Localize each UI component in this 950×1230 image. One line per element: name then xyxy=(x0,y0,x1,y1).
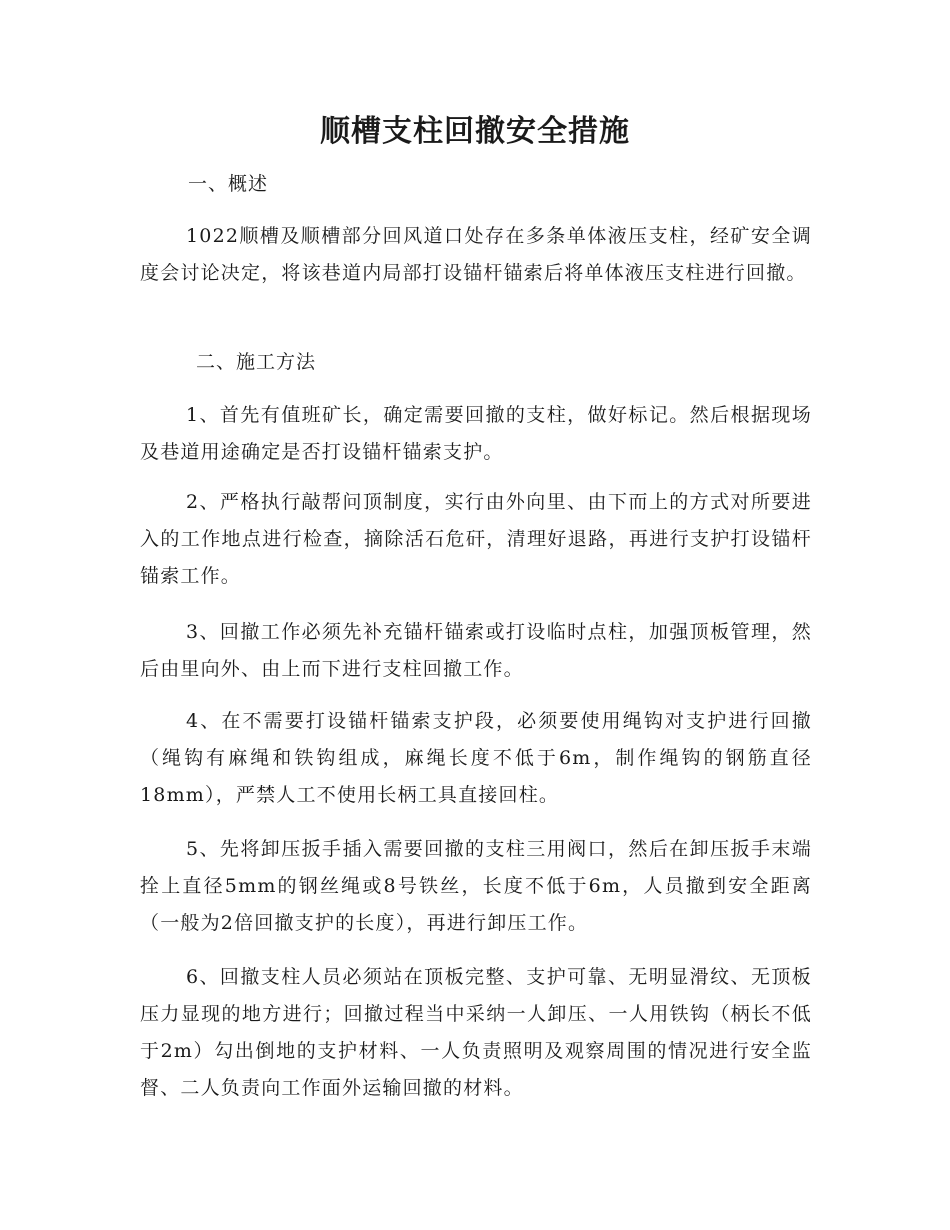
method-item-1: 1、首先有值班矿长，确定需要回撤的支柱，做好标记。然后根据现场及巷道用途确定是否打设锚杆锚索支护。 xyxy=(140,404,812,463)
method-item-5: 5、先将卸压扳手插入需要回撤的支柱三用阀口，然后在卸压扳手末端拴上直径5mm的钢丝绳或8号铁丝，长度不低于6m，人员撤到安全距离（一般为2倍回撤支护的长度），再进行卸压工作。 xyxy=(140,838,812,934)
method-item-4: 4、在不需要打设锚杆锚索支护段，必须要使用绳钩对支护进行回撤（绳钩有麻绳和铁钩组成，麻绳长度不低于6m，制作绳钩的钢筋直径18mm），严禁人工不使用长柄工具直接回柱。 xyxy=(140,710,812,806)
method-item-2: 2、严格执行敲帮问顶制度，实行由外向里、由下而上的方式对所要进入的工作地点进行检查，摘除活石危矸，清理好退路，再进行支护打设锚杆锚索工作。 xyxy=(140,491,812,587)
section-heading-construction-method: 二、施工方法 xyxy=(196,351,317,373)
method-item-3: 3、回撤工作必须先补充锚杆锚索或打设临时点柱，加强顶板管理，然后由里向外、由上而下进行支柱回撤工作。 xyxy=(140,621,812,680)
document-title: 顺槽支柱回撤安全措施 xyxy=(320,114,630,149)
section-heading-overview: 一、概述 xyxy=(188,173,269,195)
method-item-6: 6、回撤支柱人员必须站在顶板完整、支护可靠、无明显滑纹、无顶板压力显现的地方进行；回撤过程当中采纳一人卸压、一人用铁钩（柄长不低于2m）勾出倒地的支护材料、一人负责照明及观察周围的情况进行安全监督、二人负责向工作面外运输回撤的材料。 xyxy=(140,966,812,1099)
overview-paragraph: 1022顺槽及顺槽部分回风道口处存在多条单体液压支柱，经矿安全调度会讨论决定，将该巷道内局部打设锚杆锚索后将单体液压支柱进行回撤。 xyxy=(140,225,812,284)
